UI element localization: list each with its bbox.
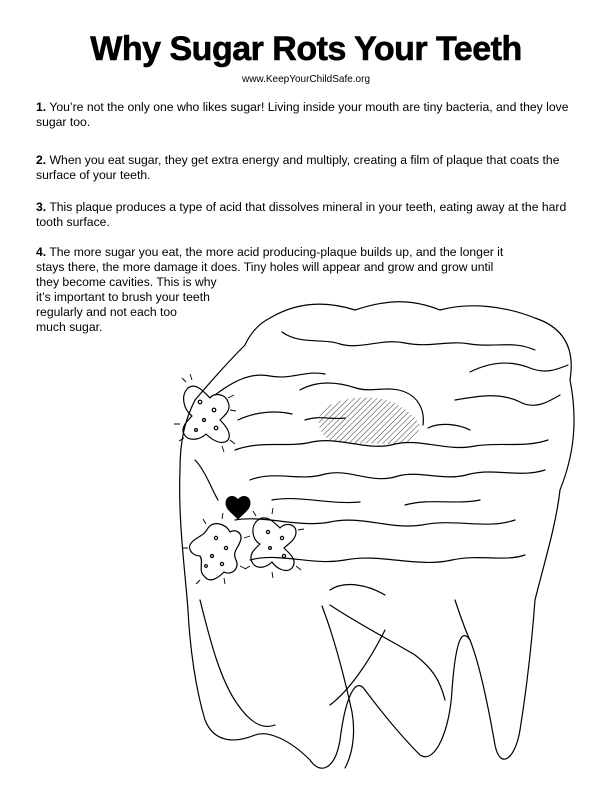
crown-contour (455, 395, 560, 405)
crown-contour (215, 373, 325, 395)
paragraph-text: This plaque produces a type of acid that dissolves mineral in your teeth, eating away at the hard tooth surface. (36, 200, 567, 229)
tooth-outline (180, 302, 574, 768)
paragraph-text: You’re not the only one who likes sugar! Living inside your mouth are tiny bacteria, and they love sugar too. (36, 100, 569, 129)
crown-contour (282, 332, 535, 350)
paragraph-line: it’s important to brush your teeth (36, 290, 210, 304)
paragraph-line: they become cavities. This is why (36, 275, 217, 289)
website-url: www.KeepYourChildSafe.org (241, 74, 371, 85)
paragraph-number: 1. (36, 100, 47, 114)
crown-contour (330, 585, 385, 595)
cavity-hatch (319, 398, 420, 445)
paragraph-line: stays there, the more damage it does. Tiny holes will appear and grow and grow until (36, 260, 494, 274)
crown-contour (272, 499, 360, 503)
crown-contour (470, 363, 568, 372)
paragraph-text: When you eat sugar, they get extra energy and multiply, creating a film of plaque that coats the surface of your teeth. (36, 153, 560, 182)
crown-contour (405, 500, 480, 505)
crown-contour (238, 412, 292, 420)
heart-icon (226, 496, 250, 519)
paragraph-number: 2. (36, 153, 47, 167)
paragraph-number: 3. (36, 200, 47, 214)
root-line (330, 605, 445, 700)
bacteria-icon (174, 374, 236, 452)
root-line (455, 600, 470, 640)
page-title: Why Sugar Rots Your Teeth (90, 30, 522, 68)
paragraph-line: much sugar. (36, 320, 103, 334)
paragraph-line: regularly and not each too (36, 305, 177, 319)
crown-contour (195, 460, 218, 500)
paragraph-line: The more sugar you eat, the more acid producing-plaque builds up, and the longer it (46, 245, 504, 259)
crown-contour (428, 424, 470, 430)
root-line (200, 600, 275, 726)
root-line (330, 630, 385, 705)
paragraph-number: 4. (36, 245, 47, 259)
crown-contour (250, 470, 545, 480)
bacteria-icon (182, 513, 250, 584)
